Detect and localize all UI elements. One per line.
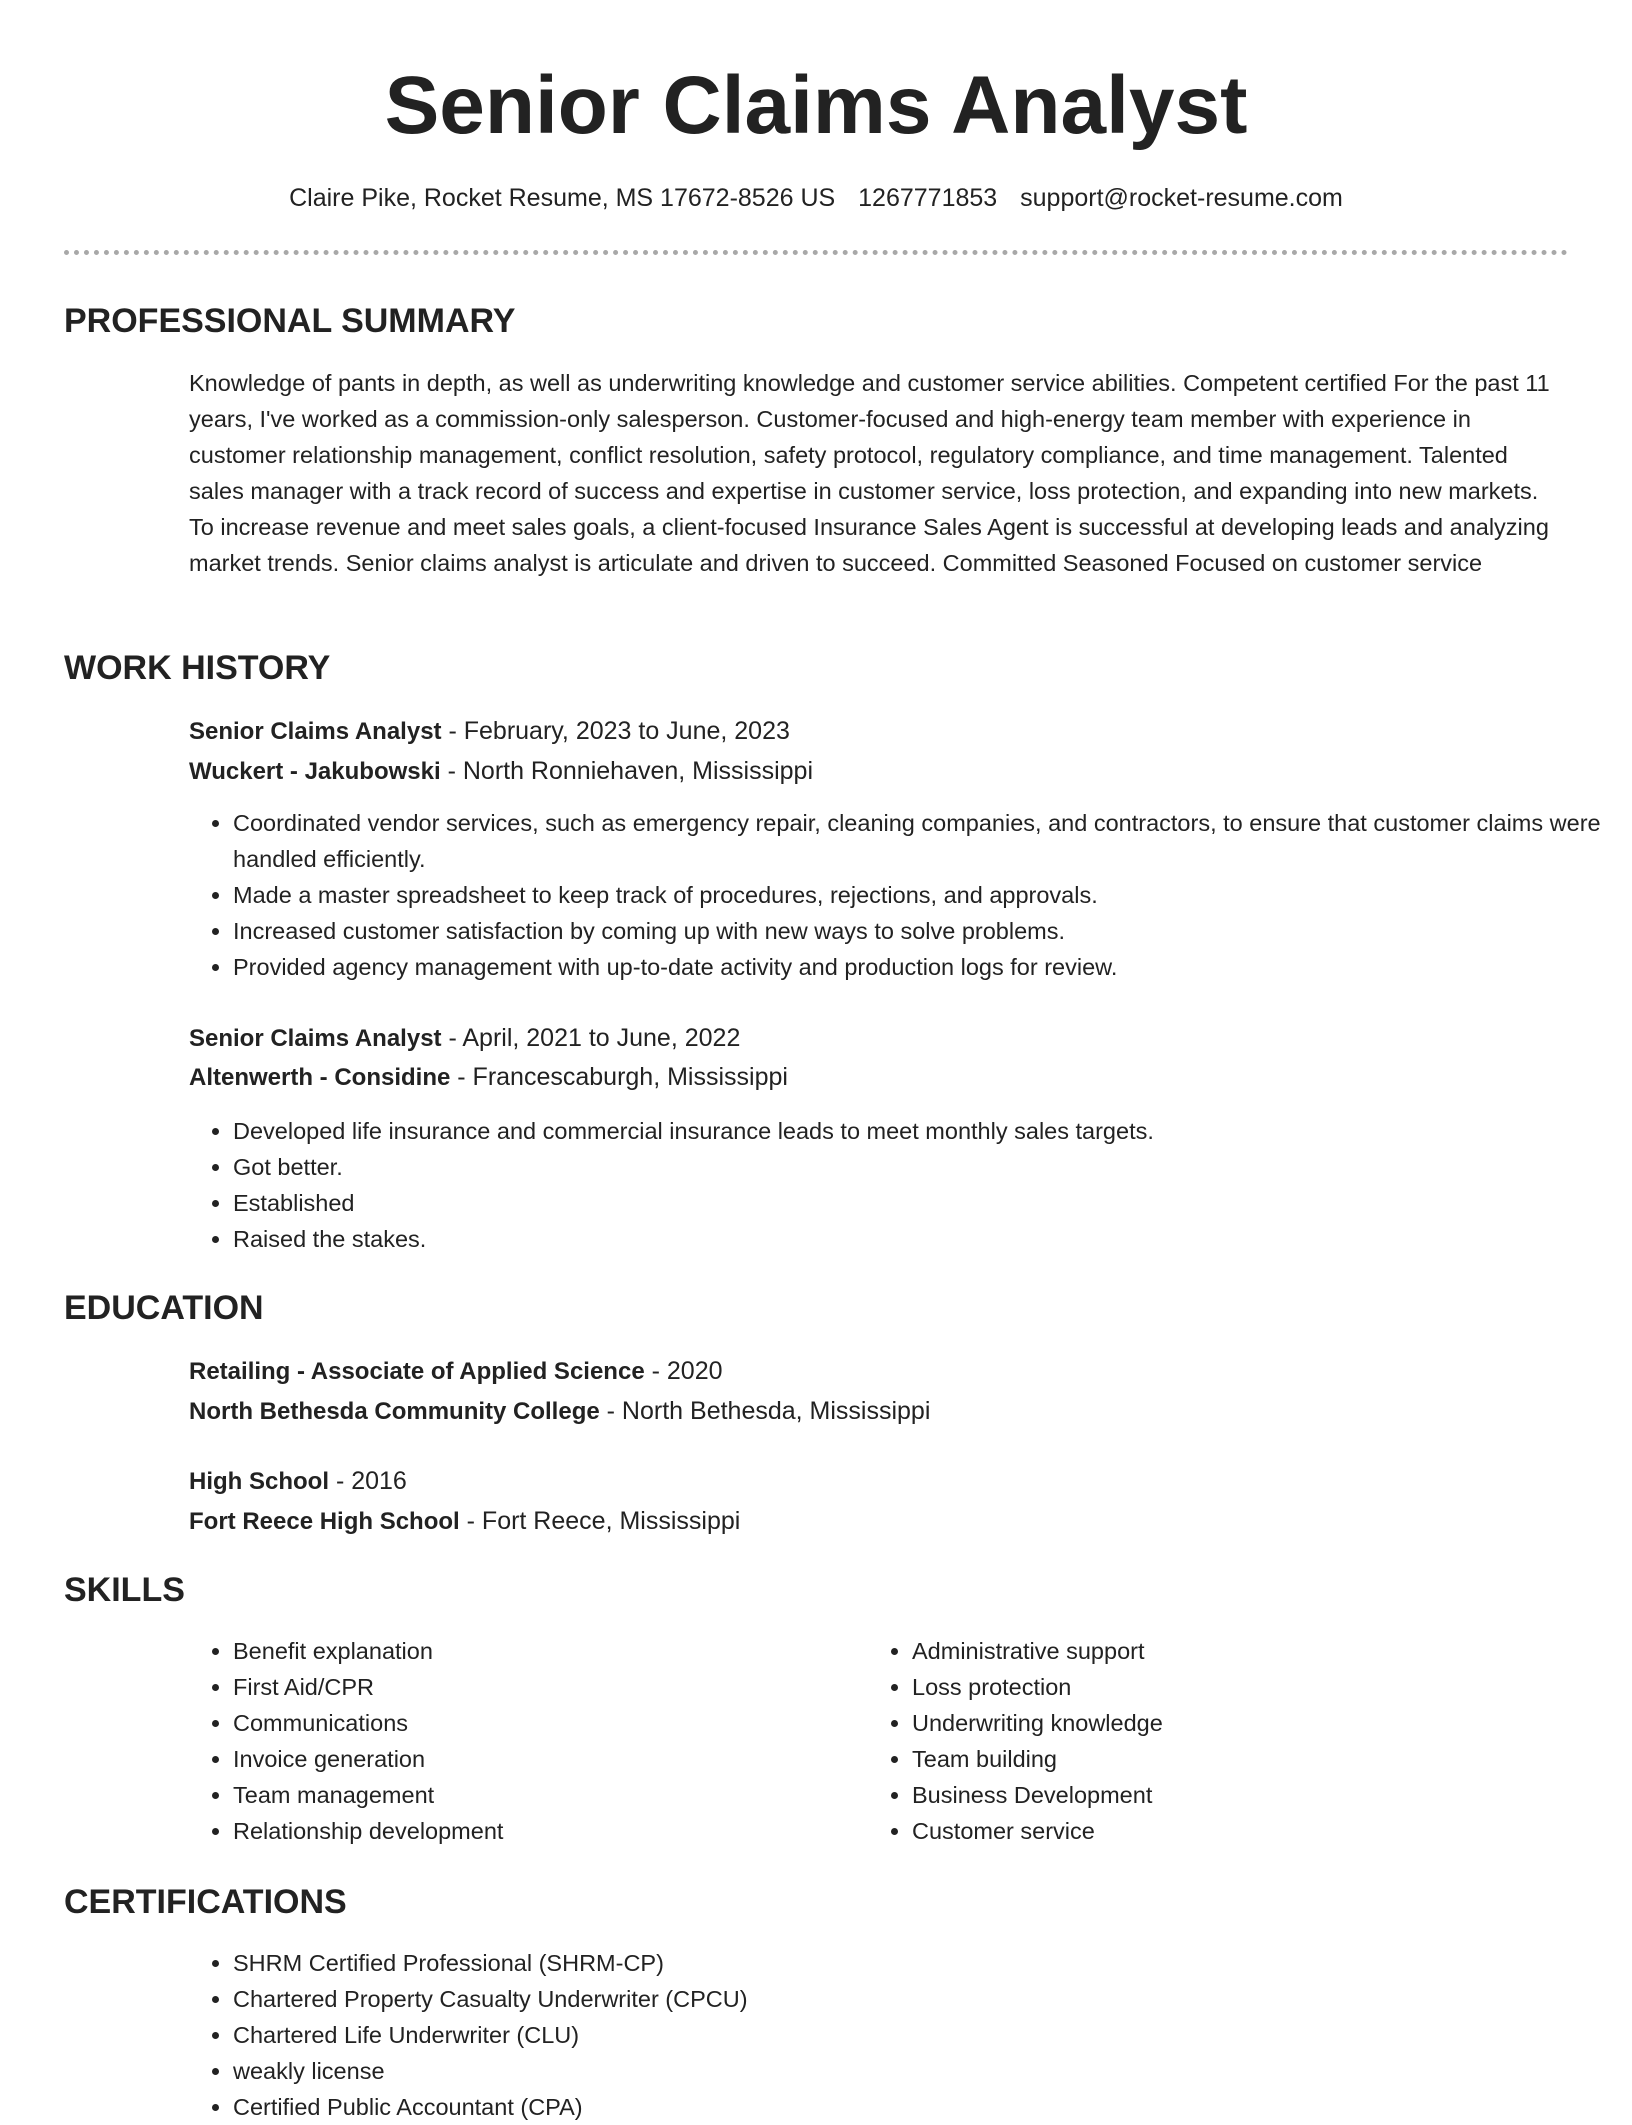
work-history-heading: WORK HISTORY xyxy=(64,649,331,687)
list-item: • Certified Public Accountant (CPA) xyxy=(233,2089,1613,2125)
contact-phone: 1267771853 xyxy=(858,184,998,212)
list-item: • Underwriting knowledge xyxy=(912,1705,1612,1741)
education-1-location: - North Bethesda, Mississippi xyxy=(599,1397,931,1425)
job-2-dates: - April, 2021 to June, 2022 xyxy=(441,1024,741,1052)
certifications-heading: CERTIFICATIONS xyxy=(64,1883,347,1921)
list-item: • Coordinated vendor services, such as emergency repair, cleaning companies, and contractors, to ensure that customer claims were handled efficiently. xyxy=(233,805,1613,877)
job-2-company-line xyxy=(189,1059,1569,1096)
job-1-dates: - February, 2023 to June, 2023 xyxy=(441,717,790,745)
job-1-location: - North Ronniehaven, Mississippi xyxy=(440,757,814,785)
skills-right-list xyxy=(868,1633,1612,1849)
list-item: • First Aid/CPR xyxy=(233,1669,873,1705)
education-2-school: Fort Reece High School xyxy=(189,1508,460,1535)
job-2-title-line xyxy=(189,1020,1569,1057)
education-heading: EDUCATION xyxy=(64,1289,264,1327)
education-2-location: - Fort Reece, Mississippi xyxy=(459,1507,741,1535)
list-item: • Raised the stakes. xyxy=(233,1221,1613,1257)
job-2-location: - Francescaburgh, Mississippi xyxy=(450,1063,788,1091)
list-item: • Loss protection xyxy=(912,1669,1612,1705)
job-1-company: Wuckert - Jakubowski xyxy=(189,758,441,785)
list-item: • Invoice generation xyxy=(233,1741,873,1777)
list-item: • Developed life insurance and commercial insurance leads to meet monthly sales targets. xyxy=(233,1113,1613,1149)
list-item: • Got better. xyxy=(233,1149,1613,1185)
list-item: • Business Development xyxy=(912,1777,1612,1813)
list-item: • Increased customer satisfaction by coming up with new ways to solve problems. xyxy=(233,913,1613,949)
list-item: • Team building xyxy=(912,1741,1612,1777)
list-item: • Communications xyxy=(233,1705,873,1741)
job-2-bullets xyxy=(189,1113,1613,1257)
skills-heading: SKILLS xyxy=(64,1571,185,1609)
education-2-degree: High School xyxy=(189,1468,329,1495)
contact-line xyxy=(0,180,1632,216)
education-1-degree: Retailing - Associate of Applied Science xyxy=(189,1358,645,1385)
education-2-degree-line xyxy=(189,1463,1569,1500)
header-divider xyxy=(64,250,1568,255)
contact-address: Claire Pike, Rocket Resume, MS 17672-8526 US xyxy=(289,184,836,212)
education-1-year: - 2020 xyxy=(644,1357,723,1385)
list-item: • Relationship development xyxy=(233,1813,873,1849)
resume-title: Senior Claims Analyst xyxy=(384,60,1248,151)
list-item: • Provided agency management with up-to-date activity and production logs for review. xyxy=(233,949,1613,985)
education-1-school: North Bethesda Community College xyxy=(189,1398,600,1425)
summary-heading: PROFESSIONAL SUMMARY xyxy=(64,302,516,340)
list-item: • weakly license xyxy=(233,2053,1613,2089)
skills-left-list xyxy=(189,1633,873,1849)
job-1-title: Senior Claims Analyst xyxy=(189,718,442,745)
job-1-bullets xyxy=(189,805,1613,985)
list-item: • Established xyxy=(233,1185,1613,1221)
education-1-school-line xyxy=(189,1393,1569,1430)
list-item: • Administrative support xyxy=(912,1633,1612,1669)
summary-text: Knowledge of pants in depth, as well as underwriting knowledge and customer service abilities. Competent certified For the past 11 years, I've worked as a commission-only salesperson. Customer-focused and high-energy team member with experience in customer relationship management, conflict resolution, safety protocol, regulatory compliance, and time management. Talented sales manager with a track record of success and expertise in customer service, loss protection, and expanding into new markets. To increase revenue and meet sales goals, a client-focused Insurance Sales Agent is successful at developing leads and analyzing market trends. Senior claims analyst is articulate and driven to succeed. Committed Seasoned Focused on customer service xyxy=(189,370,1550,576)
education-2-school-line xyxy=(189,1503,1569,1540)
certifications-list xyxy=(189,1945,1613,2125)
contact-email: support@rocket-resume.com xyxy=(1020,184,1343,212)
list-item: • Customer service xyxy=(912,1813,1612,1849)
list-item: • Chartered Life Underwriter (CLU) xyxy=(233,2017,1613,2053)
job-1-title-line xyxy=(189,713,1569,750)
job-1-company-line xyxy=(189,753,1569,790)
education-1-degree-line xyxy=(189,1353,1569,1390)
list-item: • Benefit explanation xyxy=(233,1633,873,1669)
job-2-company: Altenwerth - Considine xyxy=(189,1064,451,1091)
education-2-year: - 2016 xyxy=(329,1467,407,1495)
job-2-title: Senior Claims Analyst xyxy=(189,1025,442,1052)
list-item: • Chartered Property Casualty Underwriter (CPCU) xyxy=(233,1981,1613,2017)
list-item: • SHRM Certified Professional (SHRM-CP) xyxy=(233,1945,1613,1981)
list-item: • Team management xyxy=(233,1777,873,1813)
list-item: • Made a master spreadsheet to keep track of procedures, rejections, and approvals. xyxy=(233,877,1613,913)
